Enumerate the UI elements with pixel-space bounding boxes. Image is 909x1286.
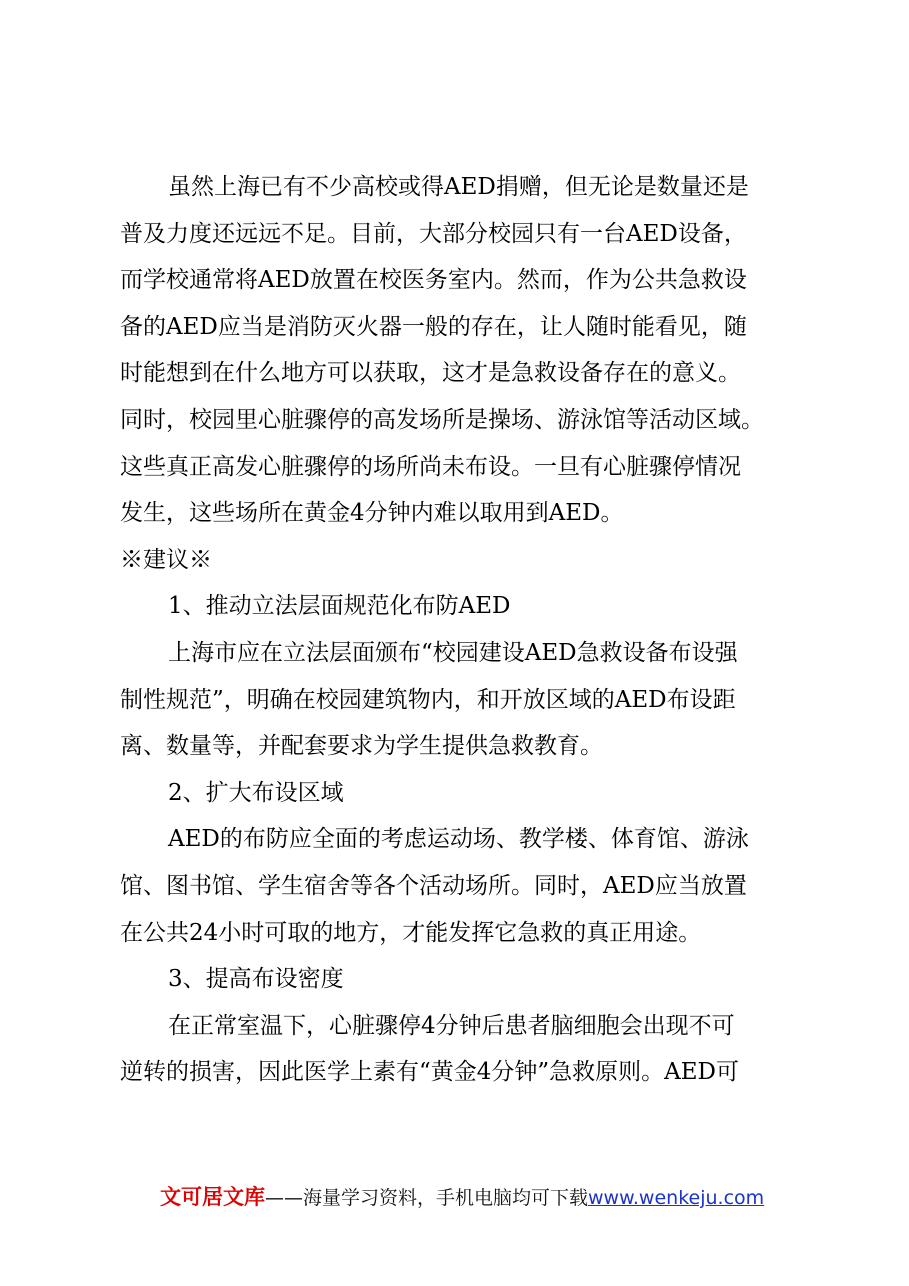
subheading-3: 3、提高布设密度 [168,966,344,993]
paragraph-line: 普及力度还远远不足。目前，大部分校园只有一台AED设备， [120,220,747,247]
paragraph-line: 备的AED应当是消防灭火器一般的存在，让人随时能看见，随 [120,313,747,340]
paragraph-line: 虽然上海已有不少高校或得AED捐赠，但无论是数量还是 [168,174,749,200]
paragraph-line: 时能想到在什么地方可以获取，这才是急救设备存在的意义。 [120,360,741,387]
paragraph-line: 这些真正高发心脏骤停的场所尚未布设。一旦有心脏骤停情况 [120,453,741,480]
paragraph-line: 在正常室温下，心脏骤停4分钟后患者脑细胞会出现不可 [168,1012,735,1039]
section-heading: ※建议※ [120,546,212,573]
paragraph-line: 同时，校园里心脏骤停的高发场所是操场、游泳馆等活动区域。 [120,406,764,433]
paragraph-line: 逆转的损害，因此医学上素有“黄金4分钟”急救原则。AED可 [120,1059,739,1086]
footer-brand: 文可居文库 [160,1185,265,1209]
paragraph-line: 在公共24小时可取的地方，才能发挥它急救的真正用途。 [120,919,702,946]
paragraph-line: 发生，这些场所在黄金4分钟内难以取用到AED。 [120,500,624,527]
paragraph-line: 上海市应在立法层面颁布“校园建设AED急救设备布设强 [168,639,738,666]
paragraph-line: 制性规范”，明确在校园建筑物内，和开放区域的AED布设距 [120,686,736,713]
document-body [120,164,810,1096]
subheading-2: 2、扩大布设区域 [168,779,344,806]
paragraph-line: AED的布防应全面的考虑运动场、教学楼、体育馆、游泳 [168,826,749,853]
paragraph-line: 馆、图书馆、学生宿舍等各个活动场所。同时，AED应当放置 [120,872,747,899]
footer-tagline: ——海量学习资料，手机电脑均可下载 [265,1187,589,1209]
paragraph-line: 离、数量等，并配套要求为学生提供急救教育。 [120,733,603,760]
footer-url-link[interactable]: www.wenkeju.com [588,1187,765,1209]
subheading-1: 1、推动立法层面规范化布防AED [168,593,511,620]
page-footer [160,1182,860,1212]
paragraph-line: 而学校通常将AED放置在校医务室内。然而，作为公共急救设 [120,267,747,294]
